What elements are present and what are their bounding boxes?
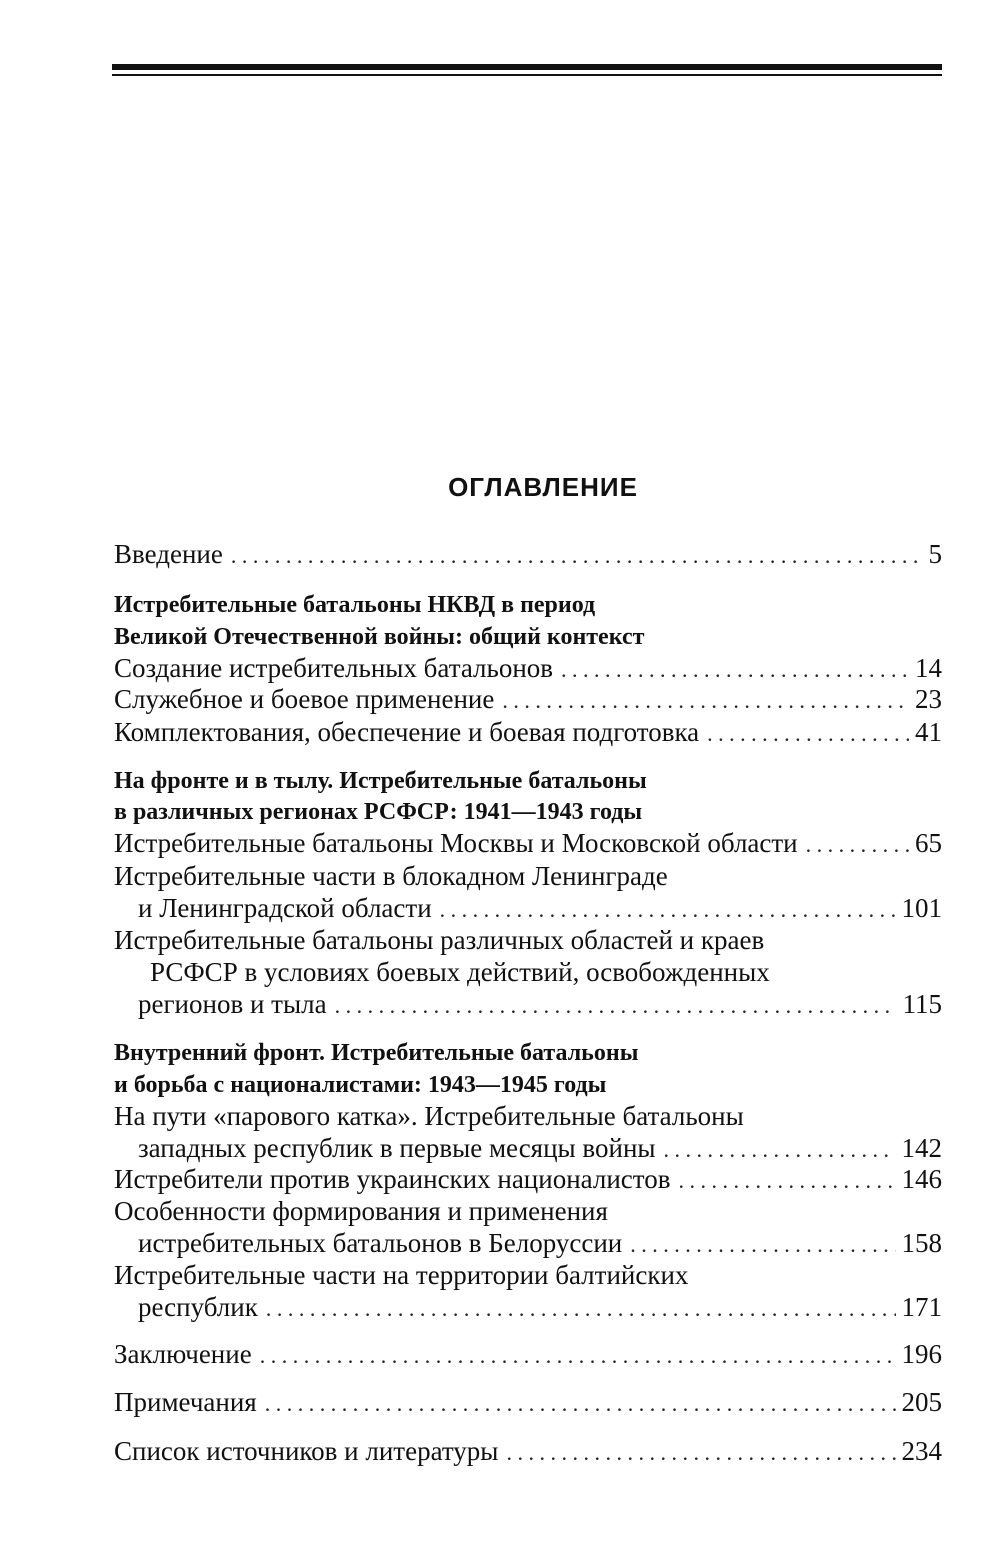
part1-heading-line2: Великой Отечественной войны: общий контекст <box>114 624 645 650</box>
toc-entry-part3-4[interactable]: республик . . . 171 <box>138 1290 942 1324</box>
toc-entry-part2-1[interactable]: Истребительные батальоны Москвы и Московской области . . . 65 <box>114 826 942 860</box>
part2-heading-line2: в различных регионах РСФСР: 1941—1943 годы <box>114 799 643 825</box>
toc-entry-part1-2[interactable]: Служебное и боевое применение . . . 23 <box>114 682 942 716</box>
toc-entry-intro[interactable]: Введение . . . 5 <box>114 537 942 571</box>
toc-entry-part2-3-line2[interactable]: РСФСР в условиях боевых действий, освобожденных <box>150 957 770 987</box>
toc-entry-part3-3[interactable]: истребительных батальонов в Белоруссии . . . 158 <box>138 1226 942 1260</box>
toc-entry-part3-3-line1[interactable]: Особенности формирования и применения <box>114 1196 608 1226</box>
toc-entry-part1-3[interactable]: Комплектования, обеспечение и боевая подготовка . . . 41 <box>114 715 942 749</box>
toc-entry-part3-1-line1[interactable]: На пути «парового катка». Истребительные батальоны <box>114 1101 744 1131</box>
toc-entry-notes[interactable]: Примечания . . . 205 <box>114 1385 942 1419</box>
top-rule-thin <box>112 74 942 76</box>
toc-entry-part2-3[interactable]: регионов и тыла . . . 115 <box>138 987 942 1021</box>
toc-entry-part3-1[interactable]: западных республик в первые месяцы войны . . . 142 <box>138 1131 942 1165</box>
toc-entry-part2-3-line1[interactable]: Истребительные батальоны различных областей и краев <box>114 925 765 955</box>
part1-heading-line1: Истребительные батальоны НКВД в период <box>114 592 596 618</box>
toc-entry-part1-1[interactable]: Создание истребительных батальонов . . . 14 <box>114 651 942 685</box>
toc-entry-part2-2[interactable]: и Ленинградской области . . . 101 <box>138 891 942 925</box>
toc-entry-sources[interactable]: Список источников и литературы . . . 234 <box>114 1434 942 1468</box>
part3-heading-line2: и борьба с националистами: 1943—1945 годы <box>114 1072 607 1098</box>
part3-heading-line1: Внутренний фронт. Истребительные батальоны <box>114 1040 639 1066</box>
toc-entry-conclusion[interactable]: Заключение . . . 196 <box>114 1337 942 1371</box>
top-rule-thick <box>112 64 942 70</box>
page-title: ОГЛАВЛЕНИЕ <box>448 472 638 502</box>
toc-entry-part3-2[interactable]: Истребители против украинских националистов . . . 146 <box>114 1162 942 1196</box>
toc-entry-part2-2-line1[interactable]: Истребительные части в блокадном Ленинграде <box>114 861 668 891</box>
part2-heading-line1: На фронте и в тылу. Истребительные батальоны <box>114 768 647 794</box>
toc-entry-part3-4-line1[interactable]: Истребительные части на территории балтийских <box>114 1260 689 1290</box>
